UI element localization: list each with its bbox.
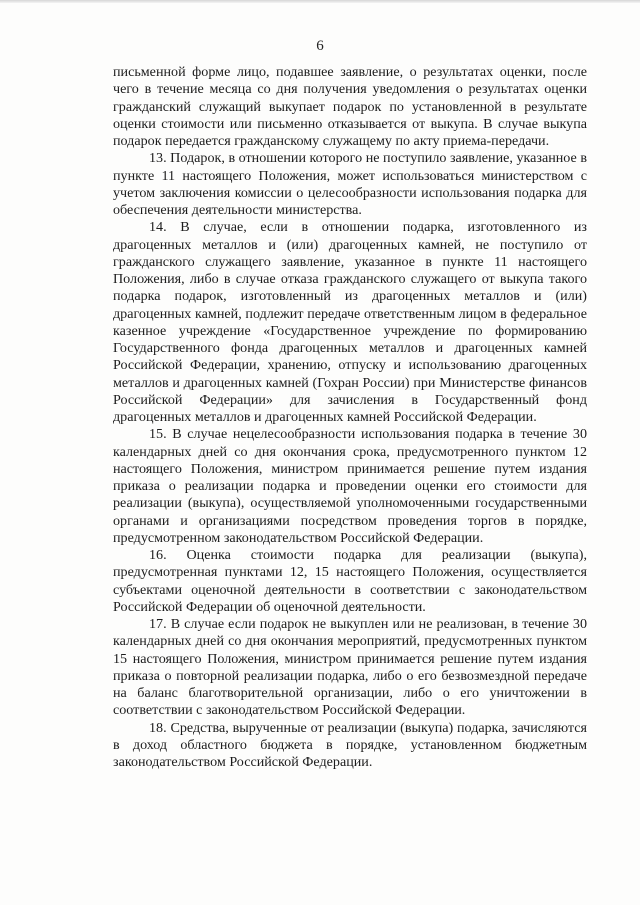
paragraph-15: 15. В случае нецелесообразности использования подарка в течение 30 календарных дней со дня окончания срока, предусмотренного пунктом 12 настоящего Положения, министром принимается решение путем издания приказа о реализации подарка и проведении оценки его стоимости для реализации (выкупа), осуществляемой уполномоченными государственными органами и организациями посредством проведения торгов в порядке, предусмотренном законодательством Российской Федерации. bbox=[113, 426, 587, 546]
paragraph-13: 13. Подарок, в отношении которого не поступило заявление, указанное в пункте 11 настоящего Положения, может использоваться министерством с учетом заключения комиссии о целесообразности использования подарка для обеспечения деятельности министерства. bbox=[113, 150, 587, 218]
paragraph-continuation: письменной форме лицо, подавшее заявление, о результатах оценки, после чего в течение месяца со дня получения уведомления о результатах оценки гражданский служащий выкупает подарок по установленной в результате оценки стоимости или письменно отказывается от выкупа. В случае выкупа подарок передается гражданскому служащему по акту приема-передачи. bbox=[113, 64, 587, 149]
paragraph-17: 17. В случае если подарок не выкуплен или не реализован, в течение 30 календарных дней со дня окончания мероприятий, предусмотренных пунктом 15 настоящего Положения, министром принимается решение путем издания приказа о повторной реализации подарка, либо о его безвозмездной передаче на баланс благотворительной организации, либо о его уничтожении в соответствии с законодательством Российской Федерации. bbox=[113, 616, 587, 719]
page-number: 6 bbox=[316, 38, 324, 54]
document-body bbox=[113, 64, 587, 771]
paragraph-16: 16. Оценка стоимости подарка для реализации (выкупа), предусмотренная пунктами 12, 15 настоящего Положения, осуществляется субъектами оценочной деятельности в соответствии с законодательством Российской Федерации об оценочной деятельности. bbox=[113, 547, 587, 615]
paragraph-14: 14. В случае, если в отношении подарка, изготовленного из драгоценных металлов и (или) драгоценных камней, не поступило от гражданского служащего заявление, указанное в пункте 11 настоящего Положения, либо в случае отказа гражданского служащего от выкупа такого подарка подарок, изготовленный из драгоценных металлов и (или) драгоценных камней, подлежит передаче ответственным лицом в федеральное казенное учреждение «Государственное учреждение по формированию Государственного фонда драгоценных металлов и драгоценных камней Российской Федерации, хранению, отпуску и использованию драгоценных металлов и драгоценных камней (Гохран России) при Министерстве финансов Российской Федерации» для зачисления в Государственный фонд драгоценных металлов и драгоценных камней Российской Федерации. bbox=[113, 219, 587, 425]
paragraph-18: 18. Средства, вырученные от реализации (выкупа) подарка, зачисляются в доход областного бюджета в порядке, установленном бюджетным законодательством Российской Федерации. bbox=[113, 719, 587, 770]
scan-edge-rule bbox=[0, 0, 640, 3]
